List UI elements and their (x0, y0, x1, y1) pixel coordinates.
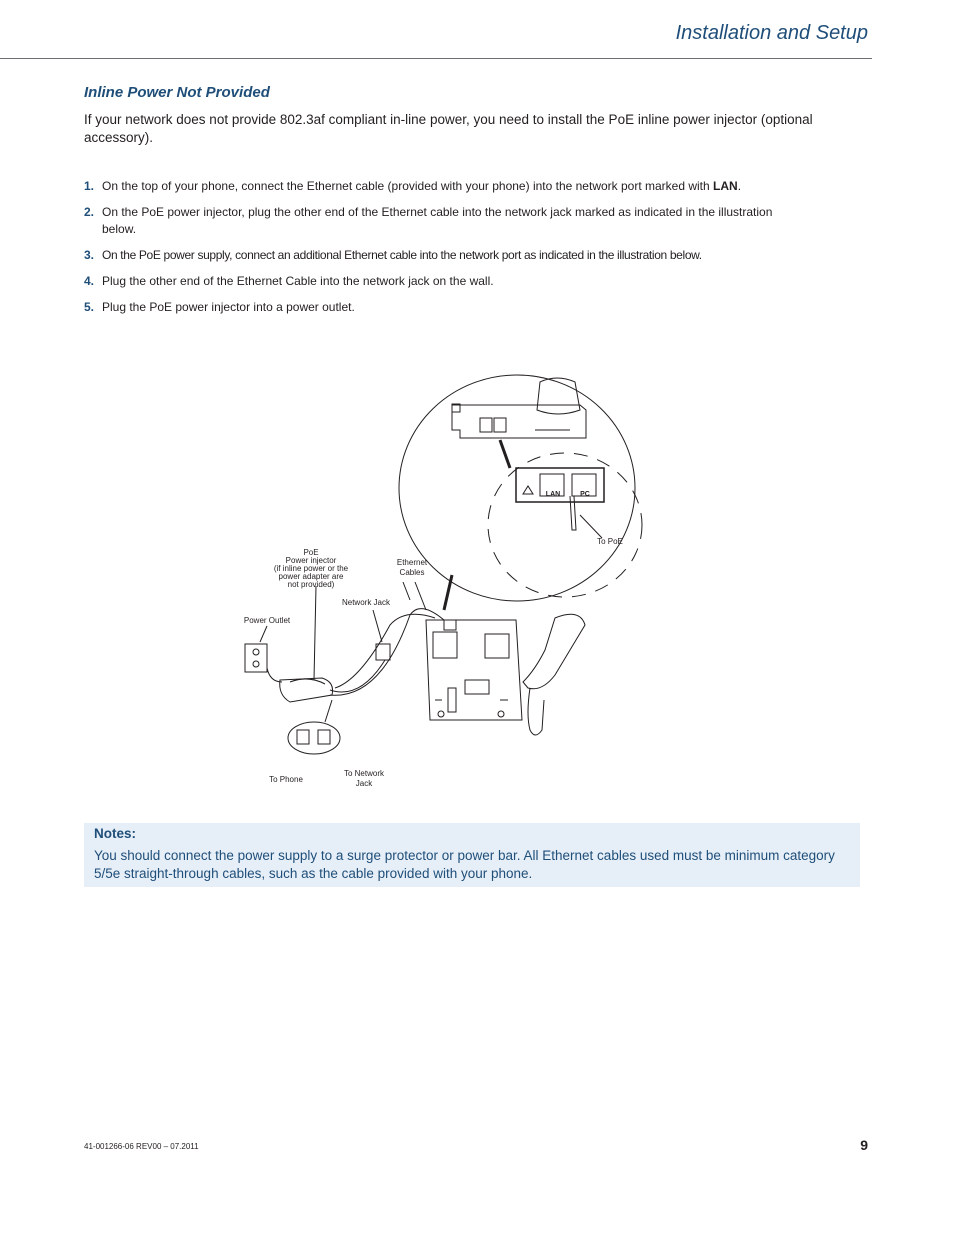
step-number: 2. (84, 205, 95, 219)
ethernet-label-2: Cables (399, 568, 425, 577)
network-jack (376, 644, 390, 660)
callout-circle (288, 722, 340, 754)
power-outlet-label: Power Outlet (243, 616, 291, 625)
step-number: 3. (84, 248, 95, 262)
notes-text: You should connect the power supply to a surge protector or power bar. All Ethernet cables used must be minimum category 5/5e straight-through cables, such as the cable provided with your phone. (94, 848, 835, 881)
notes-box (84, 823, 860, 887)
network-jack-label: Network Jack (341, 598, 390, 607)
step-text: On the PoE power supply, connect an additional Ethernet cable into the network port as indicated in the illustration below. (102, 248, 702, 262)
port-detail (516, 468, 604, 530)
step-text: Plug the PoE power injector into a power outlet. (102, 300, 355, 314)
footer-doc-id: 41-001266-06 REV00 – 07.2011 (84, 1142, 199, 1151)
step-2 (84, 204, 784, 238)
power-outlet (245, 644, 267, 672)
to-phone-label: To Phone (269, 775, 303, 784)
step-text: On the top of your phone, connect the Ethernet cable (provided with your phone) into the network port marked with (102, 179, 714, 193)
installation-illustration (230, 370, 670, 800)
to-network-label-1: To Network (343, 769, 384, 778)
injector-note-2: power adapter are (278, 572, 344, 581)
lan-emphasis: LAN (713, 179, 738, 193)
step-1 (84, 178, 784, 195)
notes-title: Notes: (94, 826, 137, 841)
injector-label: Power injector (285, 556, 337, 565)
lan-port-label: LAN (545, 491, 561, 498)
phone-top-view (452, 378, 586, 438)
ethernet-label-1: Ethernet (396, 558, 428, 567)
intro-paragraph: If your network does not provide 802.3af compliant in-line power, you need to install the PoE inline power injector (optional accessory). (84, 112, 813, 145)
page-number: 9 (860, 1137, 868, 1153)
dashed-circle (488, 453, 642, 597)
step-number: 5. (84, 300, 95, 314)
handset (523, 614, 585, 688)
step-3 (84, 247, 784, 264)
phone-body (426, 620, 522, 720)
to-poe-label: To PoE (597, 537, 623, 546)
step-4 (84, 273, 784, 290)
header-rule (0, 58, 872, 59)
poe-injector (280, 678, 333, 702)
injector-note-3: not provided) (287, 580, 335, 589)
step-end: . (737, 179, 742, 193)
step-text: On the PoE power injector, plug the other end of the Ethernet cable into the network jack marked as indicated in the illustration below. (102, 205, 773, 236)
poe-label: PoE (303, 548, 319, 557)
step-text: Plug the other end of the Ethernet Cable into the network jack on the wall. (102, 274, 494, 288)
step-number: 4. (84, 274, 95, 288)
steps-list (84, 178, 784, 325)
step-5 (84, 299, 784, 316)
pc-port-label: PC (580, 491, 590, 498)
to-network-label-2: Jack (355, 779, 373, 788)
header-title: Installation and Setup (675, 22, 868, 44)
section-heading: Inline Power Not Provided (84, 84, 270, 101)
step-number: 1. (84, 179, 95, 193)
injector-note-1: (if inline power or the (273, 564, 349, 573)
